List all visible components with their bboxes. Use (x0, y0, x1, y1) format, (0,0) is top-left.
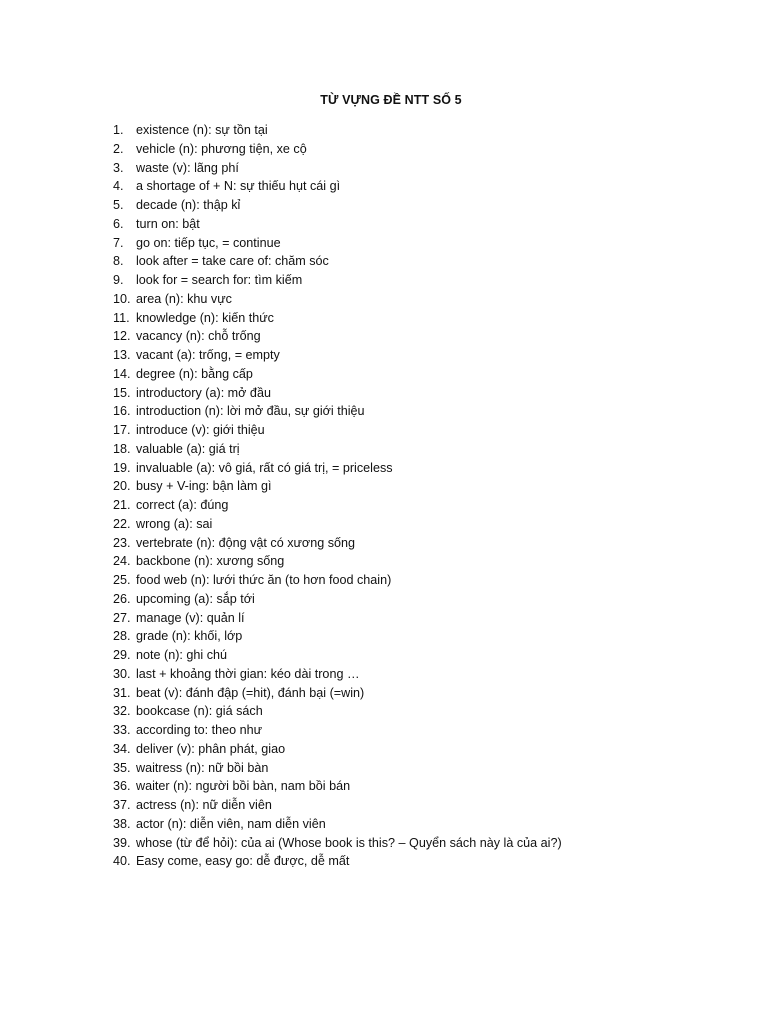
list-item (113, 702, 562, 721)
list-item (113, 590, 562, 609)
list-item (113, 609, 562, 628)
item-text: manage (v): quản lí (136, 610, 245, 625)
item-text: last + khoảng thời gian: kéo dài trong … (136, 666, 360, 681)
item-text: note (n): ghi chú (136, 648, 228, 662)
vocabulary-list (113, 121, 562, 871)
list-item (113, 421, 562, 440)
item-text: bookcase (n): giá sách (136, 704, 263, 719)
item-text: vertebrate (n): động vật có xương sống (136, 535, 356, 550)
item-text: introduce (v): giới thiệu (136, 423, 265, 437)
item-text: look for = search for: tìm kiếm (136, 273, 303, 287)
list-item (113, 271, 562, 290)
list-item (113, 796, 562, 815)
item-number: 20. (113, 479, 131, 494)
item-text: whose (từ để hỏi): của ai (Whose book is this? – Quyển sách này là của ai?) (136, 835, 562, 850)
item-text: busy + V-ing: bận làm gì (136, 479, 272, 494)
item-number: 11. (113, 310, 130, 325)
list-item (113, 646, 562, 665)
item-number: 17. (113, 423, 131, 437)
item-number: 25. (113, 573, 131, 587)
item-number: 10. (113, 291, 131, 306)
item-number: 30. (113, 666, 131, 681)
list-item (113, 327, 562, 346)
list-item (113, 252, 562, 271)
list-item (113, 515, 562, 534)
item-text: actress (n): nữ diễn viên (136, 798, 272, 812)
item-text: knowledge (n): kiến thức (136, 310, 274, 325)
item-number: 32. (113, 704, 131, 719)
list-item (113, 234, 562, 253)
list-item (113, 740, 562, 759)
item-number: 18. (113, 441, 131, 456)
item-number: 35. (113, 760, 131, 775)
list-item (113, 177, 562, 196)
list-item (113, 459, 562, 478)
item-number: 33. (113, 723, 131, 737)
item-number: 28. (113, 629, 131, 644)
item-text: actor (n): diễn viên, nam diễn viên (136, 816, 326, 831)
item-number: 23. (113, 535, 131, 550)
list-item (113, 384, 562, 403)
item-text: vehicle (n): phương tiện, xe cộ (136, 141, 307, 156)
item-number: 34. (113, 741, 131, 756)
item-text: turn on: bật (136, 216, 200, 231)
item-number: 29. (113, 648, 131, 662)
list-item (113, 496, 562, 515)
list-item (113, 196, 562, 215)
item-number: 12. (113, 329, 131, 344)
item-number: 8. (113, 254, 124, 269)
list-item (113, 309, 562, 328)
item-number: 1. (113, 123, 124, 137)
list-item (113, 571, 562, 590)
list-item (113, 627, 562, 646)
item-number: 24. (113, 554, 131, 569)
item-number: 21. (113, 498, 131, 512)
list-item (113, 684, 562, 703)
list-item (113, 665, 562, 684)
item-text: food web (n): lưới thức ăn (to hơn food chain) (136, 573, 392, 587)
item-number: 31. (113, 685, 131, 700)
list-item (113, 852, 562, 871)
item-number: 40. (113, 854, 131, 869)
item-number: 37. (113, 798, 131, 812)
list-item (113, 215, 562, 234)
list-item (113, 534, 562, 553)
item-number: 15. (113, 385, 131, 400)
list-item (113, 815, 562, 834)
item-text: waitress (n): nữ bồi bàn (136, 760, 269, 775)
list-item (113, 777, 562, 796)
item-number: 39. (113, 835, 131, 850)
item-text: degree (n): bằng cấp (136, 366, 253, 381)
list-item (113, 290, 562, 309)
item-text: Easy come, easy go: dễ được, dễ mất (136, 854, 350, 869)
item-number: 6. (113, 216, 124, 231)
item-text: beat (v): đánh đập (=hit), đánh bại (=win) (136, 685, 365, 700)
item-text: a shortage of + N: sự thiếu hụt cái gì (136, 179, 341, 194)
item-number: 13. (113, 348, 131, 362)
item-number: 36. (113, 779, 131, 794)
list-item (113, 440, 562, 459)
list-item (113, 121, 562, 140)
list-item (113, 402, 562, 421)
list-item (113, 365, 562, 384)
item-text: look after = take care of: chăm sóc (136, 254, 329, 269)
item-number: 38. (113, 816, 131, 831)
item-number: 9. (113, 273, 124, 287)
item-text: invaluable (a): vô giá, rất có giá trị, = priceless (136, 460, 393, 475)
item-number: 26. (113, 591, 131, 606)
item-number: 7. (113, 235, 124, 250)
item-text: wrong (a): sai (136, 516, 213, 531)
item-text: grade (n): khối, lớp (136, 629, 243, 644)
item-text: decade (n): thập kỉ (136, 198, 241, 212)
list-item (113, 140, 562, 159)
list-item (113, 552, 562, 571)
item-text: go on: tiếp tục, = continue (136, 235, 281, 250)
item-text: valuable (a): giá trị (136, 441, 240, 456)
item-text: vacancy (n): chỗ trống (136, 329, 261, 344)
item-number: 5. (113, 198, 124, 212)
item-text: according to: theo như (136, 723, 263, 737)
item-number: 16. (113, 404, 131, 419)
item-text: correct (a): đúng (136, 498, 229, 512)
item-text: vacant (a): trống, = empty (136, 348, 280, 362)
item-text: waste (v): lãng phí (136, 160, 239, 175)
item-number: 2. (113, 141, 124, 156)
item-number: 14. (113, 366, 131, 381)
list-item (113, 477, 562, 496)
list-item (113, 346, 562, 365)
item-number: 19. (113, 460, 131, 475)
list-item (113, 834, 562, 853)
item-text: backbone (n): xương sống (136, 554, 285, 569)
item-text: area (n): khu vực (136, 291, 232, 306)
item-number: 4. (113, 179, 124, 194)
item-number: 22. (113, 516, 131, 531)
item-number: 27. (113, 610, 131, 625)
document-title: TỪ VỰNG ĐỀ NTT SỐ 5 (320, 93, 462, 107)
item-text: waiter (n): người bồi bàn, nam bồi bán (136, 779, 351, 794)
item-text: upcoming (a): sắp tới (136, 591, 255, 606)
item-text: introductory (a): mở đầu (136, 385, 271, 400)
item-text: existence (n): sự tồn tại (136, 123, 268, 137)
item-text: introduction (n): lời mở đầu, sự giới thiệu (136, 404, 365, 419)
item-number: 3. (113, 160, 124, 175)
list-item (113, 759, 562, 778)
item-text: deliver (v): phân phát, giao (136, 741, 286, 756)
list-item (113, 721, 562, 740)
list-item (113, 159, 562, 178)
